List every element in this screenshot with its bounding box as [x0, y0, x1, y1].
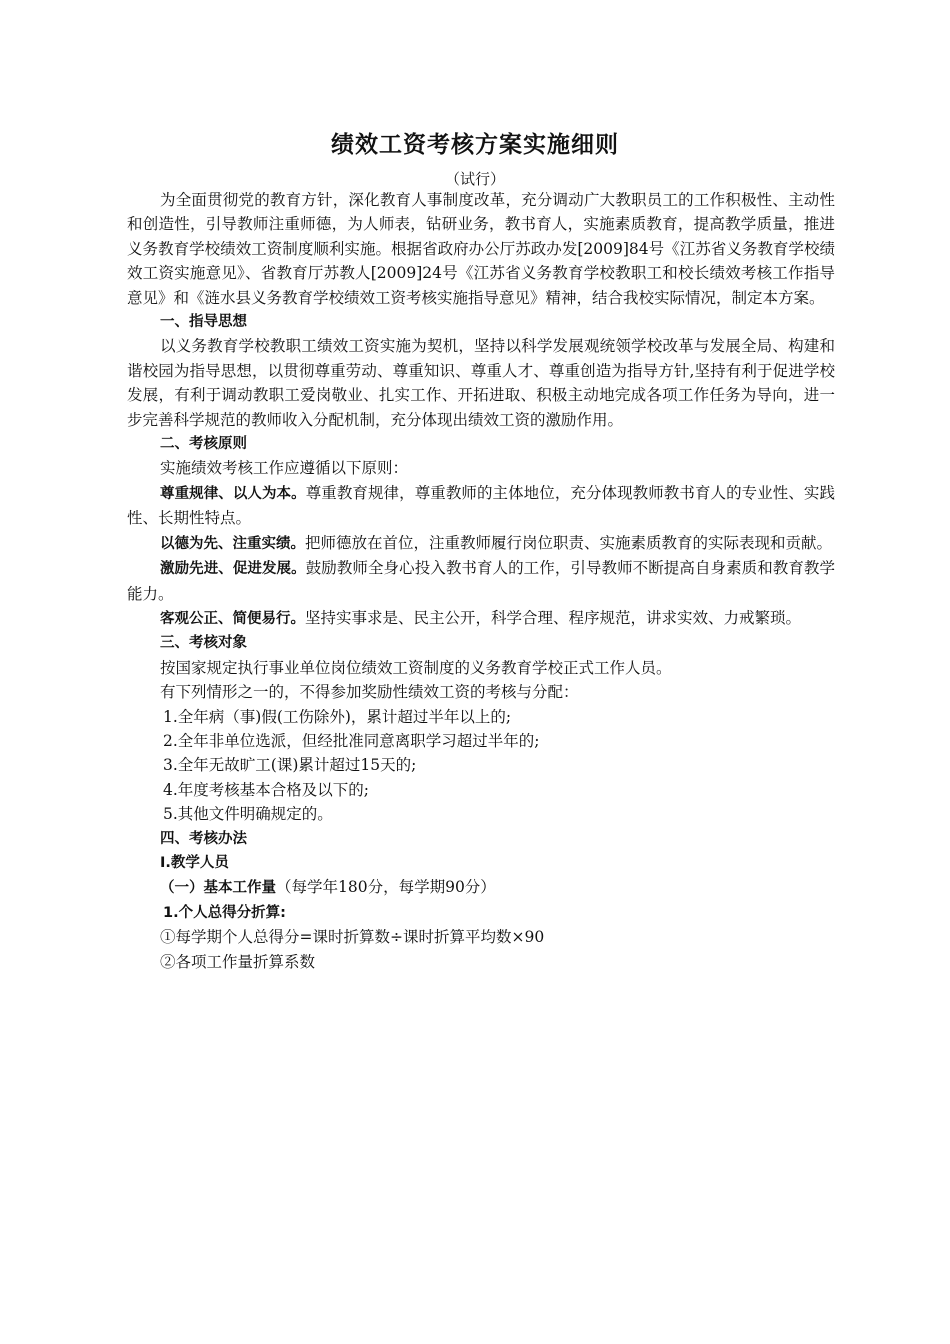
principle-paragraph	[127, 606, 835, 631]
subsection-note: （每学年180分，每学期90分）	[276, 878, 496, 897]
section-heading-1: 一、指导思想	[160, 314, 247, 331]
principle-lead: 尊重规律、以人为本。	[160, 485, 306, 502]
principle-text: 尊重教育规律，尊重教师的主体地位，充分体现教师教书育人的专业性、实践性、长期性特点。	[127, 483, 835, 528]
list-item: 5.其他文件明确规定的。	[163, 805, 333, 824]
principle-text: 鼓励教师全身心投入教书育人的工作，引导教师不断提高自身素质和教育教学能力。	[127, 559, 835, 603]
document-title: 绩效工资考核方案实施细则	[331, 132, 619, 158]
section-heading-3: 三、考核对象	[160, 635, 247, 652]
principle-paragraph	[127, 481, 835, 531]
section-heading-4: 四、考核办法	[160, 830, 247, 847]
section-1-paragraph: 以义务教育学校教职工绩效工资实施为契机，坚持以科学发展观统领学校改革与发展全局、构建和谐校园为指导思想，以贯彻尊重劳动、尊重知识、尊重人才、尊重创造为指导方针,坚持有利于促进学校发展，有利于调动教职工爱岗敬业、扎实工作、开拓进取、积极主动地完成各项工作任务为导向，进一步完善科学规范的教师收入分配机制，充分体现出绩效工资的激励作用。	[127, 337, 835, 429]
principle-lead: 激励先进、促进发展。	[160, 561, 306, 578]
list-item: 3.全年无故旷工(课)累计超过15天的;	[163, 756, 417, 775]
document-body	[127, 188, 835, 974]
principle-lead: 以德为先、注重实绩。	[160, 535, 305, 552]
principle-text: 把师德放在首位，注重教师履行岗位职责、实施素质教育的实际表现和贡献。	[305, 533, 833, 552]
principle-paragraph	[127, 531, 835, 556]
subsection-item: 1.个人总得分折算:	[163, 904, 286, 921]
document-subtitle: （试行）	[444, 170, 505, 188]
principle-paragraph	[127, 556, 835, 606]
section-heading-2: 二、考核原则	[160, 436, 247, 453]
section-3-paragraph: 有下列情形之一的，不得参加奖励性绩效工资的考核与分配：	[160, 683, 579, 702]
part-heading: Ⅰ.教学人员	[160, 854, 229, 871]
principle-text: 坚持实事求是、民主公开，科学合理、程序规范，讲求实效、力戒繁琐。	[305, 608, 802, 627]
subsection-heading	[127, 875, 835, 900]
section-2-intro: 实施绩效考核工作应遵循以下原则：	[160, 459, 409, 478]
section-3-paragraph: 按国家规定执行事业单位岗位绩效工资制度的义务教育学校正式工作人员。	[160, 658, 672, 677]
formula-line: ②各项工作量折算系数	[160, 952, 316, 971]
formula-line: ①每学期个人总得分=课时折算数÷课时折算平均数×90	[160, 928, 545, 947]
list-item: 1.全年病（事)假(工伤除外)，累计超过半年以上的;	[163, 707, 512, 726]
intro-paragraph: 为全面贯彻党的教育方针，深化教育人事制度改革，充分调动广大教职员工的工作积极性、主动性和创造性，引导教师注重师德，为人师表，钻研业务，教书育人，实施素质教育，提高教学质量，推进义务教育学校绩效工资制度顺利实施。根据省政府办公厅苏政办发[2009]84号《江苏省义务教育学校绩效工资实施意见》、省教育厅苏教人[2009]24号《江苏省义务教育学校教职工和校长绩效考核工作指导意见》和《涟水县义务教育学校绩效工资考核实施指导意见》精神，结合我校实际情况，制定本方案。	[127, 191, 835, 307]
list-item: 4.年度考核基本合格及以下的;	[163, 780, 370, 799]
principle-lead: 客观公正、简便易行。	[160, 610, 305, 627]
subsection-lead: （一）基本工作量	[160, 880, 276, 897]
list-item: 2.全年非单位选派，但经批准同意离职学习超过半年的;	[163, 731, 540, 750]
